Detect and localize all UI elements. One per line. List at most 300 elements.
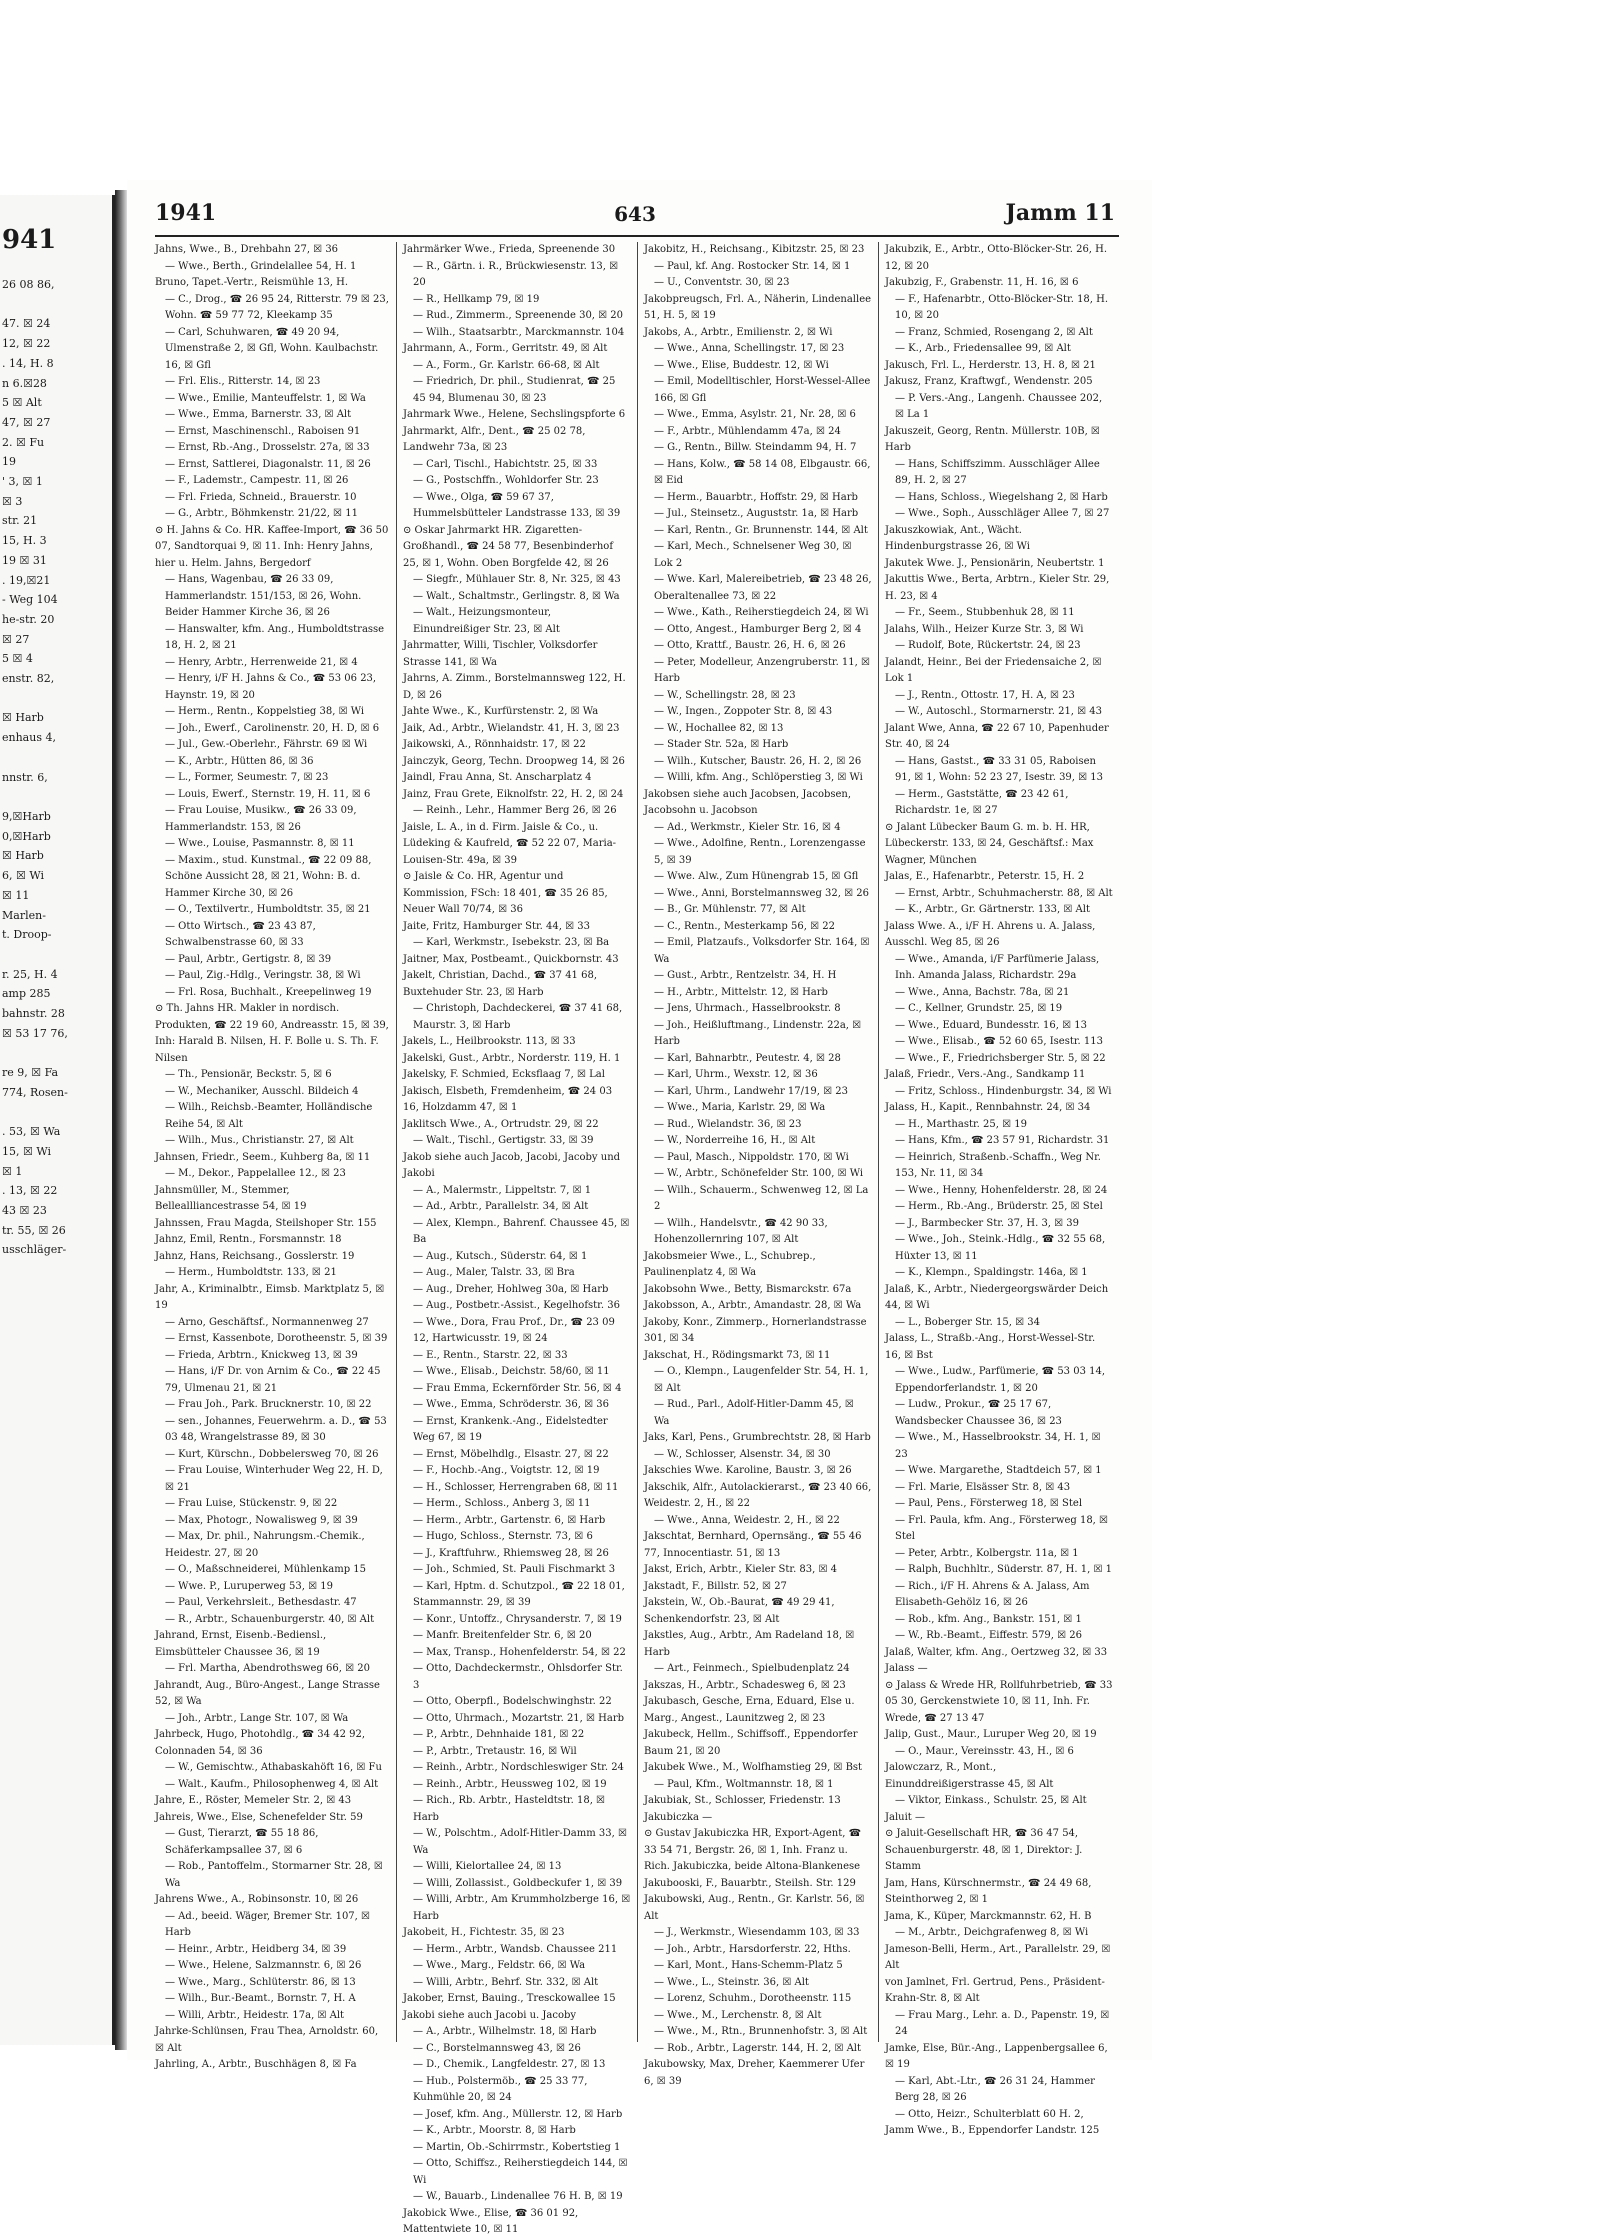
directory-entry: Jaitner, Max, Postbeamt., Quickbornstr. 43 xyxy=(403,953,619,965)
directory-entry: — O., Klempn., Laugenfelder Str. 54, H. 1, ☒ Alt xyxy=(654,1366,869,1394)
directory-entry: Jaikowski, A., Rönnhaidstr. 17, ☒ 22 xyxy=(403,739,586,750)
directory-entry: Jahrbeck, Hugo, Photohdlg., ☎ 34 42 92, Colonnaden 54, ☒ 36 xyxy=(155,1729,366,1757)
directory-entry: — Otto Wirtsch., ☎ 23 43 87, Schwalbenstrasse 60, ☒ 33 xyxy=(165,920,316,948)
facing-page-fragment xyxy=(0,195,115,2045)
directory-entry: — Paul, Kfm., Woltmannstr. 18, ☒ 1 xyxy=(654,1778,834,1790)
directory-entry: Jainz, Frau Grete, Eiknolfstr. 22, H. 2, ☒ 24 xyxy=(403,788,624,800)
facing-page-line: ☒ 11 xyxy=(2,888,30,902)
directory-entry: — Herm., Gaststätte, ☎ 23 42 61, Richardstr. 1e, ☒ 27 xyxy=(895,788,1069,816)
directory-entry: — Wwe. Margarethe, Stadtdeich 57, ☒ 1 xyxy=(895,1465,1102,1476)
facing-page-lines xyxy=(2,275,110,1260)
directory-entry: — Wwe., M., Hasselbrookstr. 34, H. 1, ☒ 23 xyxy=(895,1432,1101,1460)
directory-entry: — P., Arbtr., Tretaustr. 16, ☒ Wil xyxy=(413,1745,577,1757)
directory-entry: — Joh., Ewerf., Carolinenstr. 20, H. D, ☒ 6 xyxy=(165,722,380,734)
directory-entry: — Wwe., Olga, ☎ 59 67 37, Hummelsbütteler Landstrasse 133, ☒ 39 xyxy=(413,491,621,519)
directory-entry: Jahrling, A., Arbtr., Buschhägen 8, ☒ Fa xyxy=(155,2059,357,2070)
facing-page-line: ☒ 1 xyxy=(2,1164,23,1178)
directory-entry: — W., Schellingstr. 28, ☒ 23 xyxy=(654,689,796,701)
directory-entry: Jakschik, Alfr., Autolackierarst., ☎ 23 40 66, Weidestr. 2, H., ☒ 22 xyxy=(644,1481,872,1509)
directory-entry: — Rud., Wielandstr. 36, ☒ 23 xyxy=(654,1118,802,1130)
directory-entry: — Otto, Heizr., Schulterblatt 60 H. 2, xyxy=(895,2108,1084,2120)
directory-entry: — Otto, Schiffsz., Reiherstiegdeich 144, ☒ Wi xyxy=(413,2158,628,2186)
directory-entry: — K., Klempn., Spaldingstr. 146a, ☒ 1 xyxy=(895,1267,1088,1278)
directory-columns xyxy=(155,242,1119,2235)
facing-page-line xyxy=(2,1043,110,1063)
directory-entry: — Friedrich, Dr. phil., Studienrat, ☎ 25 45 94, Blumenau 30, ☒ 23 xyxy=(413,376,616,404)
directory-entry: Jakuttis Wwe., Berta, Arbtrn., Kieler Str. 29, H. 23, ☒ 4 xyxy=(885,574,1110,602)
directory-entry: — Wwe., Elise, Buddestr. 12, ☒ Wi xyxy=(654,359,829,371)
directory-entry: — Frl. Marie, Elsässer Str. 8, ☒ 43 xyxy=(895,1481,1071,1493)
directory-entry: Jahnsen, Friedr., Seem., Kuhberg 8a, ☒ 11 xyxy=(155,1151,371,1163)
directory-entry: — Wwe., Emilie, Manteuffelstr. 1, ☒ Wa xyxy=(165,392,366,404)
directory-entry: — Paul, kf. Ang. Rostocker Str. 14, ☒ 1 xyxy=(654,260,851,272)
directory-entry: — Hanswalter, kfm. Ang., Humboldtstrasse 18, H. 2, ☒ 21 xyxy=(165,623,385,651)
directory-entry: — Wwe., Anna, Weidestr. 2, H., ☒ 22 xyxy=(654,1514,840,1526)
directory-entry: — L., Former, Seumestr. 7, ☒ 23 xyxy=(165,772,329,783)
directory-entry: Jameson-Belli, Herm., Art., Parallelstr. 29, ☒ Alt xyxy=(885,1943,1111,1971)
directory-entry: — Wwe., Anni, Borstelmannsweg 32, ☒ 26 xyxy=(654,887,870,899)
facing-page-line: 9,☒Harb xyxy=(2,809,51,823)
directory-entry: — Max, Transp., Hohenfelderstr. 54, ☒ 22 xyxy=(413,1646,626,1658)
facing-page-line: 5 ☒ Alt xyxy=(2,396,42,410)
directory-entry: — Frieda, Arbtrn., Knickweg 13, ☒ 39 xyxy=(165,1349,358,1361)
header-rule xyxy=(155,235,1119,237)
directory-entry: — Karl, Uhrm., Wexstr. 12, ☒ 36 xyxy=(654,1069,818,1080)
directory-entry: Jakelski, Gust., Arbtr., Norderstr. 119, H. 1 xyxy=(403,1052,621,1064)
directory-entry: — Wwe., Amanda, i/F Parfümerie Jalass, Inh. Amanda Jalass, Richardstr. 29a xyxy=(895,953,1100,981)
directory-entry: — J., Kraftfuhrw., Rhiemsweg 28, ☒ 26 xyxy=(413,1547,609,1559)
directory-entry: — Karl, Uhrm., Landwehr 17/19, ☒ 23 xyxy=(654,1085,848,1097)
directory-entry: — Louis, Ewerf., Sternstr. 19, H. 11, ☒ 6 xyxy=(165,788,371,800)
directory-entry: — Manfr. Breitenfelder Str. 6, ☒ 20 xyxy=(413,1630,592,1641)
directory-entry: Jalass, L., Straßb.-Ang., Horst-Wessel-Str. 16, ☒ Bst xyxy=(885,1333,1096,1361)
directory-entry: — Aug., Postbetr.-Assist., Kegelhofstr. 36 xyxy=(413,1300,620,1311)
directory-entry: — F., Hafenarbtr., Otto-Blöcker-Str. 18, H. 10, ☒ 20 xyxy=(895,293,1109,321)
directory-entry: Jam, Hans, Kürschnermstr., ☎ 24 49 68, Steinthorweg 2, ☒ 1 xyxy=(885,1877,1092,1905)
directory-entry: — W., Rb.-Beamt., Eiffestr. 579, ☒ 26 xyxy=(895,1630,1083,1641)
directory-entry: — Wwe., Eduard, Bundesstr. 16, ☒ 13 xyxy=(895,1019,1087,1031)
facing-page-line: ☒ 3 xyxy=(2,494,23,508)
directory-entry: — Wwe., Joh., Steink.-Hdlg., ☎ 32 55 68, Hüxter 13, ☒ 11 xyxy=(895,1234,1106,1262)
directory-entry: — Emil, Platzaufs., Volksdorfer Str. 164, ☒ Wa xyxy=(654,937,870,965)
directory-entry: Jakobs, A., Arbtr., Emilienstr. 2, ☒ Wi xyxy=(644,326,833,338)
facing-page-line: bahnstr. 28 xyxy=(2,1007,65,1021)
directory-entry: Jahrens Wwe., A., Robinsonstr. 10, ☒ 26 xyxy=(155,1894,359,1905)
directory-entry: Jakubzik, E., Arbtr., Otto-Blöcker-Str. 26, H. 12, ☒ 20 xyxy=(885,244,1108,272)
directory-entry: ⊙ Gustav Jakubiczka HR, Export-Agent, ☎ 33 54 71, Bergstr. 26, ☒ 1, Inh. Franz u. Rich. Jakubiczka, beide Altona-Blankenese xyxy=(644,1828,862,1872)
directory-entry: — Frau Louise, Winterhuder Weg 22, H. D, ☒ 21 xyxy=(165,1465,383,1493)
directory-entry: Jakobeit, H., Fichtestr. 35, ☒ 23 xyxy=(403,1927,565,1938)
directory-entry: Jahrmark Wwe., Helene, Sechslingspforte 6 xyxy=(403,409,626,420)
directory-entry: — Herm., Rentn., Koppelstieg 38, ☒ Wi xyxy=(165,706,365,717)
directory-entry: — Walt., Kaufm., Philosophenweg 4, ☒ Alt xyxy=(165,1778,379,1790)
directory-entry: — Henry, Arbtr., Herrenweide 21, ☒ 4 xyxy=(165,656,358,668)
directory-entry: — Ernst, Arbtr., Schuhmacherstr. 88, ☒ Alt xyxy=(895,887,1113,899)
directory-entry: Jahrns, A. Zimm., Borstelmannsweg 122, H. D, ☒ 26 xyxy=(403,673,626,701)
directory-entry: — Wilh., Schauerm., Schwenweg 12, ☒ La 2 xyxy=(654,1184,869,1212)
page-header xyxy=(155,200,1115,230)
directory-entry: — Rud., Parl., Adolf-Hitler-Damm 45, ☒ Wa xyxy=(654,1399,854,1427)
directory-entry: — Frau Marg., Lehr. a. D., Papenstr. 19, ☒ 24 xyxy=(895,2009,1110,2037)
directory-entry: — Heinr., Arbtr., Heidberg 34, ☒ 39 xyxy=(165,1943,347,1955)
facing-page-line: enhaus 4, xyxy=(2,731,56,745)
directory-entry: — Joh., Heißluftmang., Lindenstr. 22a, ☒ Harb xyxy=(654,1019,862,1047)
directory-entry: — Viktor, Einkass., Schulstr. 25, ☒ Alt xyxy=(895,1795,1087,1806)
directory-entry: — R., Gärtn. i. R., Brückwiesenstr. 13, ☒ 20 xyxy=(413,260,619,288)
directory-entry: Jakst, Erich, Arbtr., Kieler Str. 83, ☒ 4 xyxy=(644,1564,838,1575)
directory-entry: — W., Polschtm., Adolf-Hitler-Damm 33, ☒ Wa xyxy=(413,1828,627,1856)
directory-entry: — W., Hochallee 82, ☒ 13 xyxy=(654,722,784,734)
facing-page-line: he-str. 20 xyxy=(2,612,55,626)
facing-page-line: 47, ☒ 27 xyxy=(2,415,51,429)
directory-entry: — Otto, Oberpfl., Bodelschwinghstr. 22 xyxy=(413,1696,612,1707)
directory-entry: Jakobsohn Wwe., Betty, Bismarckstr. 67a xyxy=(644,1283,852,1295)
directory-entry: — K., Arbtr., Hütten 86, ☒ 36 xyxy=(165,755,314,767)
directory-entry: Jahrmärker Wwe., Frieda, Spreenende 30 xyxy=(403,244,616,255)
directory-entry: — K., Arbtr., Moorstr. 8, ☒ Harb xyxy=(413,2125,576,2136)
directory-entry: Jahte Wwe., K., Kurfürstenstr. 2, ☒ Wa xyxy=(403,706,599,717)
directory-entry: — Martin, Ob.-Schirrmstr., Kobertstieg 1 xyxy=(413,2141,621,2153)
page-number: 643 xyxy=(614,202,656,226)
page-year: 1941 xyxy=(155,200,217,226)
directory-entry: — M., Arbtr., Deichgrafenweg 8, ☒ Wi xyxy=(895,1927,1089,1938)
directory-entry: — Rud., Zimmerm., Spreenende 30, ☒ 20 xyxy=(413,310,624,321)
directory-entry: Jahnsmüller, M., Stemmer, Belleallliancestrasse 54, ☒ 19 xyxy=(155,1184,307,1212)
facing-page-line: . 53, ☒ Wa xyxy=(2,1125,61,1139)
directory-entry: — Wwe. Alw., Zum Hünengrab 15, ☒ Gfl xyxy=(654,871,859,882)
directory-entry: — Max, Photogr., Nowalisweg 9, ☒ 39 xyxy=(165,1514,358,1526)
directory-entry: — Wwe., Marg., Schlüterstr. 86, ☒ 13 xyxy=(165,1976,356,1988)
directory-entry: ⊙ Jaluit-Gesellschaft HR, ☎ 36 47 54, Schauenburgerstr. 48, ☒ 1, Direktor: J. Stamm xyxy=(885,1828,1083,1872)
directory-entry: — Hans, Wagenbau, ☎ 26 33 09, Hammerlandstr. 151/153, ☒ 26, Wohn. Beider Hammer Kirche 36, ☒ 26 xyxy=(165,574,362,618)
facing-page-line: 43 ☒ 23 xyxy=(2,1204,47,1218)
directory-entry: — C., Drog., ☎ 26 95 24, Ritterstr. 79 ☒ 23, Wohn. ☎ 59 77 72, Kleekamp 35 xyxy=(165,293,389,321)
directory-entry: — Hans, Kolw., ☎ 58 14 08, Elbgaustr. 66, ☒ Eid xyxy=(654,458,871,486)
book-gutter xyxy=(115,190,127,2050)
directory-entry: — Willi, Arbtr., Heidestr. 17a, ☒ Alt xyxy=(165,2009,345,2021)
facing-page-line: nnstr. 6, xyxy=(2,770,48,784)
directory-entry: Jakubowski, Aug., Rentn., Gr. Karlstr. 56, ☒ Alt xyxy=(644,1894,865,1922)
directory-entry: — Joh., Schmied, St. Pauli Fischmarkt 3 xyxy=(413,1564,616,1575)
facing-page-line: 12, ☒ 22 xyxy=(2,337,51,351)
directory-entry: — Gust., Arbtr., Rentzelstr. 34, H. H xyxy=(654,970,837,981)
directory-entry: Jakstein, W., Ob.-Baurat, ☎ 49 29 41, Schenkendorfstr. 23, ☒ Alt xyxy=(644,1597,835,1625)
directory-entry: — Hans, Kfm., ☎ 23 57 91, Richardstr. 31 xyxy=(895,1135,1110,1146)
directory-entry: — Peter, Modelleur, Anzengruberstr. 11, ☒ Harb xyxy=(654,656,870,684)
directory-entry: — Karl, Rentn., Gr. Brunnenstr. 144, ☒ Alt xyxy=(654,524,868,536)
directory-entry: — Wilh., Kutscher, Baustr. 26, H. 2, ☒ 26 xyxy=(654,755,862,767)
directory-entry: — W., Autoschl., Stormarnerstr. 21, ☒ 43 xyxy=(895,706,1103,717)
directory-entry: — A., Arbtr., Wilhelmstr. 18, ☒ Harb xyxy=(413,2026,597,2037)
directory-entry: — Ernst, Kassenbote, Dorotheenstr. 5, ☒ 39 xyxy=(165,1333,388,1344)
directory-entry: — R., Hellkamp 79, ☒ 19 xyxy=(413,293,540,305)
directory-entry: — G., Arbtr., Böhmkenstr. 21/22, ☒ 11 xyxy=(165,508,358,519)
directory-entry: — Ernst, Rb.-Ang., Drosselstr. 27a, ☒ 33 xyxy=(165,442,370,453)
directory-entry: — Aug., Kutsch., Süderstr. 64, ☒ 1 xyxy=(413,1250,588,1262)
directory-entry: — Walt., Tischl., Gertigstr. 33, ☒ 39 xyxy=(413,1135,594,1146)
directory-entry: — Wilh., Reichsb.-Beamter, Holländische Reihe 54, ☒ Alt xyxy=(165,1102,373,1130)
facing-page-line xyxy=(2,748,110,768)
facing-page-line: 5 ☒ 4 xyxy=(2,652,33,666)
directory-entry: — U., Conventstr. 30, ☒ 23 xyxy=(654,277,790,288)
directory-entry: Jahreis, Wwe., Else, Schenefelder Str. 59 xyxy=(155,1811,363,1823)
directory-entry: — C., Borstelmannsweg 43, ☒ 26 xyxy=(413,2042,581,2054)
directory-entry: — sen., Johannes, Feuerwehrm. a. D., ☎ 53 03 48, Wrangelstrasse 89, ☒ 30 xyxy=(165,1415,387,1443)
facing-page-line: enstr. 82, xyxy=(2,672,55,686)
facing-page-line: str. 21 xyxy=(2,514,38,528)
directory-entry: Jahrmatter, Willi, Tischler, Volksdorfer Strasse 141, ☒ Wa xyxy=(403,640,598,668)
directory-page xyxy=(127,180,1152,2235)
directory-entry: — C., Kellner, Grundstr. 25, ☒ 19 xyxy=(895,1003,1063,1014)
directory-entry: Jakschtat, Bernhard, Opernsäng., ☎ 55 46 77, Innocentiastr. 51, ☒ 13 xyxy=(644,1531,862,1559)
directory-entry: Jahr, A., Kriminalbtr., Eimsb. Marktplatz 5, ☒ 19 xyxy=(155,1283,385,1311)
directory-entry: — Joh., Arbtr., Lange Str. 107, ☒ Wa xyxy=(165,1712,349,1724)
directory-entry: — Herm., Humboldtstr. 133, ☒ 21 xyxy=(165,1267,337,1278)
directory-entry: — Wwe. Karl, Malereibetrieb, ☎ 23 48 26, Oberaltenallee 73, ☒ 22 xyxy=(654,574,872,602)
facing-page-line: tr. 55, ☒ 26 xyxy=(2,1223,66,1237)
directory-entry: — H., Arbtr., Mittelstr. 12, ☒ Harb xyxy=(654,986,828,998)
directory-entry: Jakubek Wwe., M., Wolfhamstieg 29, ☒ Bst xyxy=(644,1762,863,1773)
directory-entry: — Christoph, Dachdeckerei, ☎ 37 41 68, Maurstr. 3, ☒ Harb xyxy=(413,1003,623,1031)
directory-entry: — Frl. Frieda, Schneid., Brauerstr. 10 xyxy=(165,491,357,503)
facing-page-line: r. 25, H. 4 xyxy=(2,967,58,981)
directory-entry: — Hugo, Schloss., Sternstr. 73, ☒ 6 xyxy=(413,1531,593,1542)
directory-entry: von Jamlnet, Frl. Gertrud, Pens., Präsident-Krahn-Str. 8, ☒ Alt xyxy=(885,1976,1105,2004)
directory-entry: — Karl, Abt.-Ltr., ☎ 26 31 24, Hammer Berg 28, ☒ 26 xyxy=(895,2075,1095,2103)
directory-entry: Jahrke-Schlünsen, Frau Thea, Arnoldstr. 60, ☒ Alt xyxy=(155,2026,379,2054)
directory-entry: Jaluit — xyxy=(885,1811,926,1823)
directory-entry: Jakubeck, Hellm., Schiffsoff., Eppendorfer Baum 21, ☒ 20 xyxy=(644,1729,858,1757)
directory-entry: — Ad., beeid. Wäger, Bremer Str. 107, ☒ Harb xyxy=(165,1910,370,1938)
directory-entry: Jakob siehe auch Jacob, Jacobi, Jacoby und Jakobi xyxy=(403,1151,621,1179)
directory-entry: — Jens, Uhrmach., Hasselbrookstr. 8 xyxy=(654,1003,841,1014)
directory-entry: Jalant Wwe, Anna, ☎ 22 67 10, Papenhuder Str. 40, ☒ 24 xyxy=(885,722,1109,750)
directory-entry: Jahre, E., Röster, Memeler Str. 2, ☒ 43 xyxy=(155,1795,352,1806)
directory-entry: Jakubasch, Gesche, Erna, Eduard, Else u. Marg., Angest., Launitzweg 2, ☒ 23 xyxy=(644,1696,855,1724)
facing-page-line xyxy=(2,689,110,709)
directory-entry: — J., Werkmstr., Wiesendamm 103, ☒ 33 xyxy=(654,1927,860,1938)
directory-entry: — Siegfr., Mühlauer Str. 8, Nr. 325, ☒ 43 xyxy=(413,574,621,585)
directory-entry: — Hub., Polstermöb., ☎ 25 33 77, Kuhmühle 20, ☒ 24 xyxy=(413,2075,588,2103)
facing-page-line: ☒ 53 17 76, xyxy=(2,1026,68,1040)
directory-entry: Jakobick Wwe., Elise, ☎ 36 01 92, Mattentwiete 10, ☒ 11 xyxy=(403,2207,579,2235)
directory-entry: — Karl, Werkmstr., Isebekstr. 23, ☒ Ba xyxy=(413,937,610,948)
directory-entry: — Paul, Pens., Försterweg 18, ☒ Stel xyxy=(895,1498,1083,1509)
directory-entry: — Alex, Klempn., Bahrenf. Chaussee 45, ☒ Ba xyxy=(413,1217,630,1245)
directory-entry: Jakobsen siehe auch Jacobsen, Jacobsen, Jacobsohn u. Jacobson xyxy=(644,788,852,816)
directory-entry: Jakoby, Konr., Zimmerp., Hornerlandstrasse 301, ☒ 34 xyxy=(644,1316,867,1344)
facing-page-line: 47. ☒ 24 xyxy=(2,317,51,331)
facing-page-line: 15, H. 3 xyxy=(2,534,47,548)
directory-entry: Jahrmarkt, Alfr., Dent., ☎ 25 02 78, Landwehr 73a, ☒ 23 xyxy=(403,425,586,453)
directory-entry: ⊙ H. Jahns & Co. HR. Kaffee-Import, ☎ 36 50 07, Sandtorquai 9, ☒ 11. Inh: Henry Jahns, hier u. Helm. Jahns, Bergedorf xyxy=(155,524,389,569)
facing-page-line xyxy=(2,295,110,315)
facing-page-line: 26 08 86, xyxy=(2,278,55,291)
directory-entry: Jalowczarz, R., Mont., Einunddreißigerstrasse 45, ☒ Alt xyxy=(885,1762,1054,1790)
directory-entry: — Paul, Zig.-Hdlg., Veringstr. 38, ☒ Wi xyxy=(165,970,361,981)
directory-entry: — Wwe., Elisab., Deichstr. 58/60, ☒ 11 xyxy=(413,1366,610,1377)
directory-entry: — Wwe., Kath., Reiherstiegdeich 24, ☒ Wi xyxy=(654,607,869,618)
directory-entry: — G., Postschffn., Wohldorfer Str. 23 xyxy=(413,475,599,486)
directory-entry: ⊙ Th. Jahns HR. Makler in nordisch. Produkten, ☎ 22 19 60, Andreasstr. 15, ☒ 39, Inh: Harald B. Nilsen, H. F. Bolle u. S. Th. F. Nilsen xyxy=(155,1003,389,1064)
directory-entry: Jakober, Ernst, Bauing., Tresckowallee 15 xyxy=(403,1993,616,2004)
directory-entry: ⊙ Jalass & Wrede HR, Rollfuhrbetrieb, ☎ 33 05 30, Gerckenstwiete 10, ☒ 11, Inh. Fr. Wrede, ☎ 27 13 47 xyxy=(885,1679,1113,1724)
directory-entry: — Paul, Masch., Nippoldstr. 170, ☒ Wi xyxy=(654,1151,849,1163)
directory-entry: — P. Vers.-Ang., Langenh. Chaussee 202, ☒ La 1 xyxy=(895,392,1103,420)
facing-page-line: . 14, H. 8 xyxy=(2,356,54,370)
directory-entry: — B., Gr. Mühlenstr. 77, ☒ Alt xyxy=(654,904,806,915)
directory-entry: — Willi, kfm. Ang., Schlöperstieg 3, ☒ Wi xyxy=(654,772,863,783)
facing-page-line: 2. ☒ Fu xyxy=(2,435,45,449)
directory-entry: — Herm., Arbtr., Wandsb. Chaussee 211 xyxy=(413,1943,618,1955)
directory-entry: — W., Arbtr., Schönefelder Str. 100, ☒ Wi xyxy=(654,1168,864,1179)
directory-entry: — L., Boberger Str. 15, ☒ 34 xyxy=(895,1316,1040,1328)
directory-entry: — Wwe., Dora, Frau Prof., Dr., ☎ 23 09 12, Hartwicusstr. 19, ☒ 24 xyxy=(413,1316,615,1344)
directory-entry: — Wwe., Emma, Schröderstr. 36, ☒ 36 xyxy=(413,1399,609,1410)
directory-entry: — Reinh., Lehr., Hammer Berg 26, ☒ 26 xyxy=(413,805,617,816)
directory-entry: — Wwe., Adolfine, Rentn., Lorenzengasse 5, ☒ 39 xyxy=(654,838,866,866)
directory-entry: — Franz, Schmied, Rosengang 2, ☒ Alt xyxy=(895,326,1093,338)
directory-entry: — J., Rentn., Ottostr. 17, H. A, ☒ 23 xyxy=(895,689,1075,701)
directory-entry: — Frl. Martha, Abendrothsweg 66, ☒ 20 xyxy=(165,1663,370,1674)
directory-entry: — Otto, Krattf., Baustr. 26, H. 6, ☒ 26 xyxy=(654,640,846,651)
directory-entry: — Frau Emma, Eckernförder Str. 56, ☒ 4 xyxy=(413,1382,622,1394)
facing-page-line: ' 3, ☒ 1 xyxy=(2,475,43,489)
facing-page-line: 6, ☒ Wi xyxy=(2,869,44,883)
directory-entry: — Rob., Arbtr., Lagerstr. 144, H. 2, ☒ Alt xyxy=(654,2042,862,2054)
directory-entry: — Wilh., Handelsvtr., ☎ 42 90 33, Hohenzollernring 107, ☒ Alt xyxy=(654,1217,828,1245)
directory-entry: — Herm., Arbtr., Gartenstr. 6, ☒ Harb xyxy=(413,1514,606,1526)
directory-entry: — Wwe., F., Friedrichsberger Str. 5, ☒ 22 xyxy=(895,1052,1106,1064)
directory-entry: — Rudolf, Bote, Rückertstr. 24, ☒ 23 xyxy=(895,640,1081,651)
facing-page-line: ☒ Harb xyxy=(2,711,44,725)
directory-entry: — Fritz, Schloss., Hindenburgstr. 34, ☒ Wi xyxy=(895,1085,1112,1097)
directory-entry: Jalass Wwe. A., i/F H. Ahrens u. A. Jalass, Ausschl. Weg 85, ☒ 26 xyxy=(885,920,1096,948)
directory-entry: — W., Ingen., Zoppoter Str. 8, ☒ 43 xyxy=(654,706,833,717)
blank-margin xyxy=(1152,180,1600,2060)
directory-entry: — Frl. Rosa, Buchhalt., Kreepelinweg 19 xyxy=(165,986,372,998)
directory-entry: — Ernst, Sattlerei, Diagonalstr. 11, ☒ 26 xyxy=(165,458,371,470)
directory-entry: — Karl, Mech., Schnelsener Weg 30, ☒ Lok 2 xyxy=(654,541,852,569)
directory-entry: — Wwe. P., Luruperweg 53, ☒ 19 xyxy=(165,1580,333,1592)
directory-entry: Jahnz, Emil, Rentn., Forsmannstr. 18 xyxy=(155,1234,342,1245)
directory-entry: — Herm., Schloss., Anberg 3, ☒ 11 xyxy=(413,1498,591,1509)
directory-entry: — W., Mechaniker, Ausschl. Bildeich 4 xyxy=(165,1085,359,1097)
directory-entry: — Wilh., Staatsarbtr., Marckmannstr. 104 xyxy=(413,326,625,338)
directory-entry: — Wilh., Bur.-Beamt., Bornstr. 7, H. A xyxy=(165,1993,356,2004)
directory-entry: — Wwe., Maria, Karlstr. 29, ☒ Wa xyxy=(654,1102,826,1113)
facing-page-line: re 9, ☒ Fa xyxy=(2,1066,59,1080)
directory-entry: — Rob., kfm. Ang., Bankstr. 151, ☒ 1 xyxy=(895,1613,1082,1625)
directory-entry: — Ernst, Möbelhdlg., Elsastr. 27, ☒ 22 xyxy=(413,1448,609,1460)
directory-entry: Jakszas, H., Arbtr., Schadesweg 6, ☒ 23 xyxy=(644,1679,846,1691)
directory-entry: — Herm., Bauarbtr., Hoffstr. 29, ☒ Harb xyxy=(654,491,858,503)
directory-entry: — Frl. Paula, kfm. Ang., Försterweg 18, ☒ Stel xyxy=(895,1514,1108,1542)
directory-entry: — Max, Dr. phil., Nahrungsm.-Chemik., Heidestr. 27, ☒ 20 xyxy=(165,1531,365,1559)
directory-entry: — Wwe., Henny, Hohenfelderstr. 28, ☒ 24 xyxy=(895,1184,1108,1196)
directory-entry: — Wwe., Marg., Feldstr. 66, ☒ Wa xyxy=(413,1960,586,1971)
directory-entry: Jalaß, K., Arbtr., Niedergeorgswärder Deich 44, ☒ Wi xyxy=(885,1283,1109,1311)
facing-page-line: 0,☒Harb xyxy=(2,829,51,843)
directory-entry: — Carl, Schuhwaren, ☎ 49 20 94, Ulmenstraße 2, ☒ Gfl, Wohn. Kaulbachstr. 16, ☒ Gfl xyxy=(165,326,379,371)
directory-entry: — O., Maur., Vereinsstr. 43, H., ☒ 6 xyxy=(895,1745,1074,1757)
directory-entry: — Karl, Mont., Hans-Schemm-Platz 5 xyxy=(654,1960,843,1971)
facing-page-line: 15, ☒ Wi xyxy=(2,1144,51,1158)
directory-entry: Jalaß, Walter, kfm. Ang., Oertzweg 32, ☒ 33 xyxy=(885,1646,1108,1658)
directory-entry: — Henry, i/F H. Jahns & Co., ☎ 53 06 23, Haynstr. 19, ☒ 20 xyxy=(165,673,377,701)
directory-entry: — K., Arbtr., Gr. Gärtnerstr. 133, ☒ Alt xyxy=(895,904,1090,915)
directory-entry: Jahnssen, Frau Magda, Steilshoper Str. 155 xyxy=(155,1217,377,1229)
directory-entry: — O., Maßschneiderei, Mühlenkamp 15 xyxy=(165,1564,366,1575)
directory-entry: Jakobitz, H., Reichsang., Kibitzstr. 25, ☒ 23 xyxy=(644,244,865,255)
directory-entry: Jakusch, Frl. L., Herderstr. 13, H. 8, ☒ 21 xyxy=(885,359,1096,371)
directory-entry: Jama, K., Küper, Marckmannstr. 62, H. B xyxy=(885,1910,1092,1922)
directory-entry: Jainczyk, Georg, Techn. Droopweg 14, ☒ 26 xyxy=(403,755,625,767)
facing-page-line: t. Droop- xyxy=(2,928,52,942)
directory-entry: — H., Marthastr. 25, ☒ 19 xyxy=(895,1118,1027,1130)
facing-page-line: ☒ 27 xyxy=(2,632,30,646)
directory-entry: Jakusz, Franz, Kraftwgf., Wendenstr. 205 xyxy=(885,376,1093,387)
directory-entry: — Carl, Tischl., Habichtstr. 25, ☒ 33 xyxy=(413,458,598,470)
directory-entry: — Jul., Gew.-Oberlehr., Fährstr. 69 ☒ Wi xyxy=(165,739,368,750)
directory-entry: — Willi, Arbtr., Behrf. Str. 332, ☒ Alt xyxy=(413,1976,599,1988)
directory-entry: — Frau Louise, Musikw., ☎ 26 33 09, Hammerlandstr. 153, ☒ 26 xyxy=(165,805,357,833)
directory-entry: — Aug., Maler, Talstr. 33, ☒ Bra xyxy=(413,1267,575,1278)
directory-entry: — Walt., Schaltmstr., Gerlingstr. 8, ☒ Wa xyxy=(413,590,620,602)
directory-entry: Jahrandt, Aug., Büro-Angest., Lange Strasse 52, ☒ Wa xyxy=(155,1679,380,1707)
directory-entry: — E., Rentn., Starstr. 22, ☒ 33 xyxy=(413,1349,568,1361)
directory-entry: — Heinrich, Straßenb.-Schaffn., Weg Nr. 153, Nr. 11, ☒ 34 xyxy=(895,1151,1101,1179)
directory-entry: — Jul., Steinsetz., Auguststr. 1a, ☒ Harb xyxy=(654,508,859,519)
directory-entry: — Ad., Werkmstr., Kieler Str. 16, ☒ 4 xyxy=(654,821,841,833)
directory-entry: Jakubiczka — xyxy=(644,1811,713,1823)
directory-entry: Jalahs, Wilh., Heizer Kurze Str. 3, ☒ Wi xyxy=(885,623,1084,635)
directory-entry: Jakutek Wwe. J., Pensionärin, Neubertstr. 1 xyxy=(885,557,1105,569)
directory-entry: — Ralph, Buchhltr., Süderstr. 87, H. 1, ☒ 1 xyxy=(895,1564,1112,1575)
section-heading: Jamm 11 xyxy=(1005,200,1115,226)
directory-entry: — Wwe., Berth., Grindelallee 54, H. 1 xyxy=(165,260,357,272)
facing-page-line: n 6.☒28 xyxy=(2,376,47,390)
directory-entry: ⊙ Jalant Lübecker Baum G. m. b. H. HR, Lübeckerstr. 133, ☒ 24, Geschäftsf.: Max Wagner, München xyxy=(885,821,1094,866)
directory-entry: Jahrand, Ernst, Eisenb.-Bediensl., Eimsbütteler Chaussee 36, ☒ 19 xyxy=(155,1630,327,1658)
directory-entry: — Willi, Arbtr., Am Krummholzberge 16, ☒ Harb xyxy=(413,1894,631,1922)
directory-entry: — Stader Str. 52a, ☒ Harb xyxy=(654,739,789,750)
directory-entry: Jakelt, Christian, Dachd., ☎ 37 41 68, Buxtehuder Str. 23, ☒ Harb xyxy=(403,970,598,998)
directory-entry: Jalass — xyxy=(885,1663,928,1674)
directory-entry: — F., Arbtr., Mühlendamm 47a, ☒ 24 xyxy=(654,425,841,437)
directory-entry: — Wwe., Emma, Barnerstr. 33, ☒ Alt xyxy=(165,409,352,420)
directory-entry: Jakelsky, F. Schmied, Ecksflaag 7, ☒ Lal xyxy=(403,1069,605,1080)
directory-entry: — Emil, Modelltischler, Horst-Wessel-Allee 166, ☒ Gfl xyxy=(654,376,871,404)
facing-page-line xyxy=(2,1103,110,1123)
directory-entry: — P., Arbtr., Dehnhaide 181, ☒ 22 xyxy=(413,1729,585,1740)
directory-entry: — Hans, Schiffszimm. Ausschläger Allee 89, H. 2, ☒ 27 xyxy=(895,458,1100,486)
directory-entry: Jakobsson, A., Arbtr., Amandastr. 28, ☒ Wa xyxy=(644,1300,862,1311)
directory-entry: Jalas, E., Hafenarbtr., Peterstr. 15, H. 2 xyxy=(885,871,1085,882)
column-1 xyxy=(155,242,396,2070)
directory-entry: — Reinh., Arbtr., Heussweg 102, ☒ 19 xyxy=(413,1778,607,1790)
directory-entry: Jakstles, Aug., Arbtr., Am Radeland 18, ☒ Harb xyxy=(644,1630,855,1658)
facing-page-year: 941 xyxy=(2,225,57,255)
directory-entry: — Frau Luise, Stückenstr. 9, ☒ 22 xyxy=(165,1498,338,1509)
directory-entry: Jahnz, Hans, Reichsang., Gosslerstr. 19 xyxy=(155,1250,355,1262)
directory-entry: — F., Hochb.-Ang., Voigtstr. 12, ☒ 19 xyxy=(413,1465,600,1476)
directory-entry: — Art., Feinmech., Spielbudenplatz 24 xyxy=(654,1663,850,1674)
facing-page-line: - Weg 104 xyxy=(2,593,58,607)
directory-entry: — Paul, Verkehrsleit., Bethesdastr. 47 xyxy=(165,1597,357,1608)
directory-entry: ⊙ Oskar Jahrmarkt HR. Zigaretten-Großhandl., ☎ 24 58 77, Besenbinderhof 25, ☒ 1, Wohn. Oben Borgfelde 42, ☒ 26 xyxy=(403,524,614,569)
directory-entry: — Fr., Seem., Stubbenhuk 28, ☒ 11 xyxy=(895,607,1075,618)
